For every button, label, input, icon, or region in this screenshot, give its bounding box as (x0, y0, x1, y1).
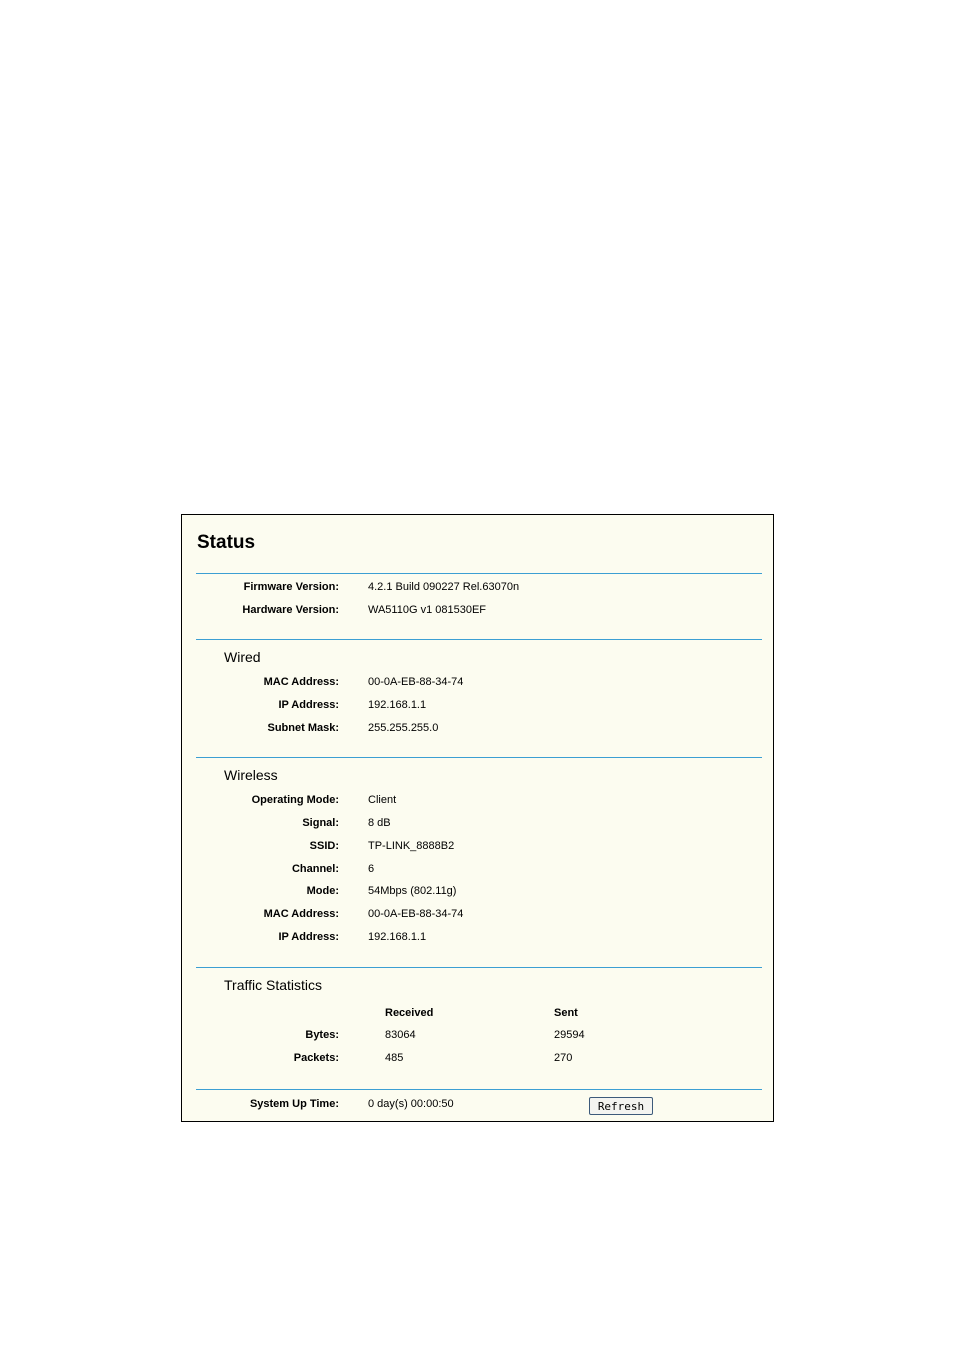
divider (196, 573, 762, 574)
traffic-packets-received: 485 (385, 1052, 404, 1064)
status-panel (181, 514, 774, 1122)
wired-mac-value: 00-0A-EB-88-34-74 (368, 676, 464, 688)
uptime-label: System Up Time: (249, 1098, 339, 1110)
wireless-ssid-label: SSID: (309, 840, 339, 852)
hardware-version-value: WA5110G v1 081530EF (368, 604, 487, 616)
wired-ip-label: IP Address: (278, 699, 339, 711)
wireless-signal-value: 8 dB (368, 817, 391, 829)
wireless-operating-mode-value: Client (368, 794, 397, 806)
refresh-button[interactable]: Refresh (589, 1097, 653, 1115)
wireless-channel-label: Channel: (291, 863, 339, 875)
wireless-heading: Wireless (224, 767, 278, 783)
divider (196, 1089, 762, 1090)
divider (196, 757, 762, 758)
wireless-ip-label: IP Address: (278, 931, 339, 943)
traffic-bytes-received: 83064 (385, 1029, 416, 1041)
traffic-packets-label: Packets: (293, 1052, 339, 1064)
wireless-mac-label: MAC Address: (263, 908, 339, 920)
wired-mac-label: MAC Address: (263, 676, 339, 688)
uptime-value: 0 day(s) 00:00:50 (368, 1098, 454, 1110)
firmware-version-value: 4.2.1 Build 090227 Rel.63070n (368, 581, 520, 593)
divider (196, 639, 762, 640)
wired-subnet-label: Subnet Mask: (267, 722, 339, 734)
traffic-packets-sent: 270 (554, 1052, 573, 1064)
traffic-heading: Traffic Statistics (224, 977, 323, 993)
wireless-signal-label: Signal: (302, 817, 339, 829)
wireless-operating-mode-label: Operating Mode: (251, 794, 339, 806)
firmware-version-label: Firmware Version: (243, 581, 339, 593)
wired-heading: Wired (224, 649, 261, 665)
wireless-ip-value: 192.168.1.1 (368, 931, 427, 943)
wireless-mac-value: 00-0A-EB-88-34-74 (368, 908, 464, 920)
wireless-mode-value: 54Mbps (802.11g) (368, 885, 457, 897)
divider (196, 967, 762, 968)
traffic-bytes-label: Bytes: (305, 1029, 339, 1041)
wireless-channel-value: 6 (368, 863, 375, 875)
traffic-received-header: Received (385, 1007, 434, 1019)
traffic-sent-header: Sent (554, 1007, 578, 1019)
traffic-bytes-sent: 29594 (554, 1029, 585, 1041)
wired-subnet-value: 255.255.255.0 (368, 722, 439, 734)
wireless-mode-label: Mode: (306, 885, 339, 897)
wired-ip-value: 192.168.1.1 (368, 699, 427, 711)
page-title: Status (197, 532, 256, 553)
wireless-ssid-value: TP-LINK_8888B2 (368, 840, 455, 852)
hardware-version-label: Hardware Version: (242, 604, 339, 616)
